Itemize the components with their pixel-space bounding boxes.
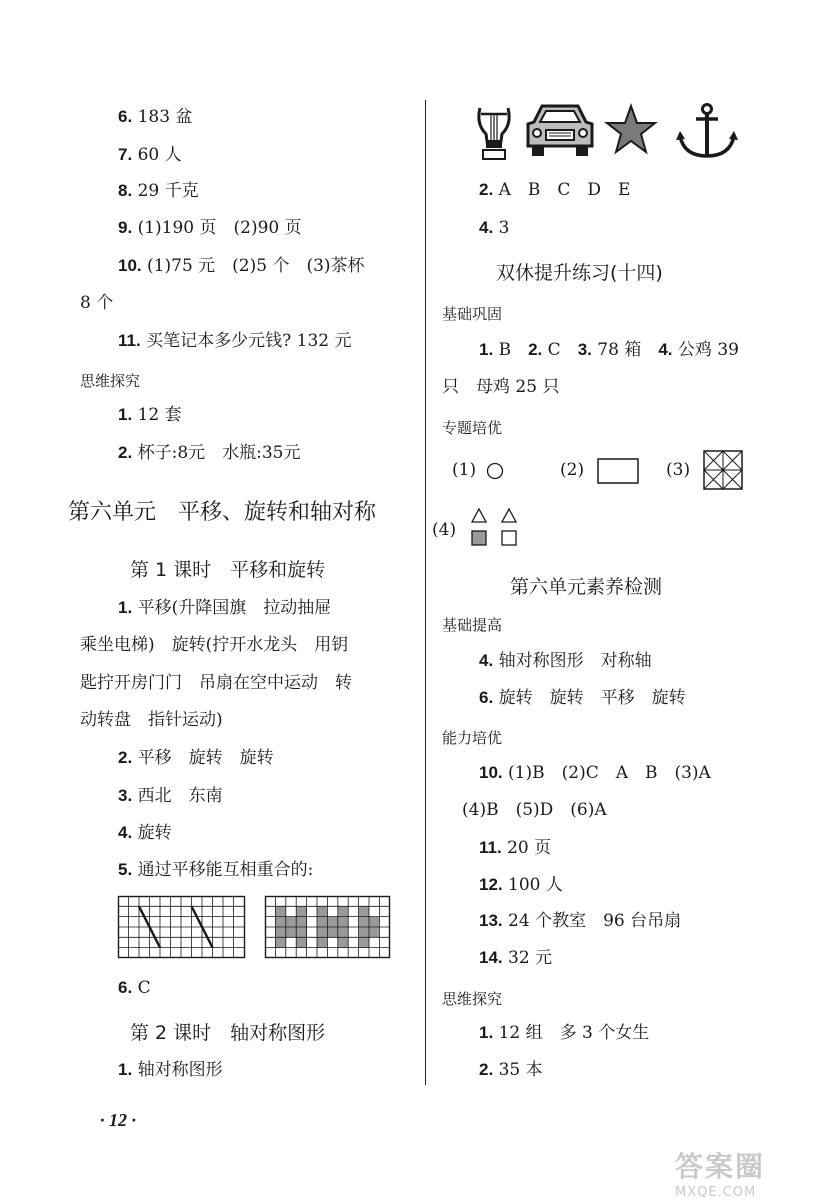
- column-divider: [425, 100, 426, 1085]
- practice-title: 双休提升练习(十四): [496, 262, 663, 284]
- right-thinking-answer-1: 1. 12 组 多 3 个女生: [479, 1023, 650, 1043]
- thinking-answer-2: 2. 杯子:8元 水瓶:35元: [118, 443, 301, 463]
- ability-answer-12: 12. 100 人: [479, 875, 563, 895]
- answer-7: 7. 60 人: [118, 145, 182, 165]
- improve-answer-4: 4. 轴对称图形 对称轴: [479, 651, 652, 671]
- page-number: · 12 ·: [100, 1110, 136, 1130]
- anchor-icon: [674, 102, 740, 162]
- lesson-2-title: 第 2 课时 轴对称图形: [130, 1022, 326, 1044]
- special-label-1: (1): [452, 460, 477, 480]
- lesson2-answer-1: 1. 轴对称图形: [118, 1060, 223, 1080]
- thinking-answer-1: 1. 12 套: [118, 405, 182, 425]
- basic-answers-line-2: 只 母鸡 25 只: [442, 377, 560, 397]
- lesson-1-title: 第 1 课时 平移和旋转: [130, 559, 326, 581]
- lesson1-answer-1-line: 匙拧开房门门 吊扇在空中运动 转: [80, 673, 352, 693]
- lesson1-answer-6: 6. C: [118, 978, 151, 998]
- car-icon: [524, 102, 596, 160]
- right-thinking-answer-2: 2. 35 本: [479, 1060, 543, 1080]
- unit-title: 第六单元 平移、旋转和轴对称: [68, 500, 377, 525]
- star-icon: [604, 104, 658, 156]
- rectangle-shape-icon: [597, 458, 639, 484]
- section-heading-thinking: 思维探究: [80, 372, 141, 390]
- lesson1-answer-1: 1. 平移(升降国旗 拉动抽屉: [118, 598, 332, 618]
- section-heading-ability: 能力培优: [442, 729, 503, 747]
- answer-11: 11. 买笔记本多少元钱? 132 元: [118, 331, 352, 351]
- right-answer-4: 4. 3: [479, 218, 510, 238]
- lesson1-answer-1-line: 动转盘 指针运动): [80, 710, 223, 730]
- section-heading-special: 专题培优: [442, 419, 503, 437]
- translation-grid-figure-1: [118, 896, 245, 958]
- unit-test-title: 第六单元素养检测: [510, 576, 663, 598]
- section-heading-improve: 基础提高: [442, 616, 503, 634]
- special-label-3: (3): [666, 460, 691, 480]
- watermark-logo: [675, 1145, 765, 1200]
- translation-grid-figure-2: [265, 896, 390, 958]
- lyre-icon: [474, 104, 514, 164]
- answer-10: 10. (1)75 元 (2)5 个 (3)茶杯: [118, 256, 365, 276]
- answer-10-continued: 8 个: [80, 293, 114, 313]
- circle-shape-icon: [486, 462, 504, 480]
- lesson1-answer-2: 2. 平移 旋转 旋转: [118, 748, 274, 768]
- ability-answer-13: 13. 24 个教室 96 台吊扇: [479, 911, 682, 931]
- house-shapes-icon: [470, 507, 520, 547]
- lesson1-answer-1-line: 乘坐电梯) 旋转(拧开水龙头 用钥: [80, 635, 349, 655]
- basic-answers-line-1: 1. B 2. C 3. 78 箱 4. 公鸡 39: [479, 340, 739, 360]
- improve-answer-6: 6. 旋转 旋转 平移 旋转: [479, 688, 686, 708]
- special-label-4: (4): [432, 520, 457, 540]
- right-answer-2: 2. A B C D E: [479, 180, 631, 200]
- ability-answer-11: 11. 20 页: [479, 838, 552, 858]
- special-label-2: (2): [560, 460, 585, 480]
- ability-answer-10-continued: (4)B (5)D (6)A: [462, 800, 607, 820]
- square-axes-shape-icon: [703, 450, 743, 490]
- ability-answer-14: 14. 32 元: [479, 948, 553, 968]
- answer-8: 8. 29 千克: [118, 181, 199, 201]
- answer-6: 6. 183 盆: [118, 107, 193, 127]
- ability-answer-10: 10. (1)B (2)C A B (3)A: [479, 763, 711, 783]
- lesson1-answer-3: 3. 西北 东南: [118, 786, 223, 806]
- section-heading-basic: 基础巩固: [442, 305, 503, 323]
- lesson1-answer-5: 5. 通过平移能互相重合的:: [118, 860, 314, 880]
- watermark-url: MXQE.COM: [675, 1185, 757, 1200]
- section-heading-thinking-right: 思维探究: [442, 990, 503, 1008]
- answer-9: 9. (1)190 页 (2)90 页: [118, 218, 302, 238]
- lesson1-answer-4: 4. 旋转: [118, 823, 172, 843]
- watermark-text: 答案圈: [675, 1150, 766, 1183]
